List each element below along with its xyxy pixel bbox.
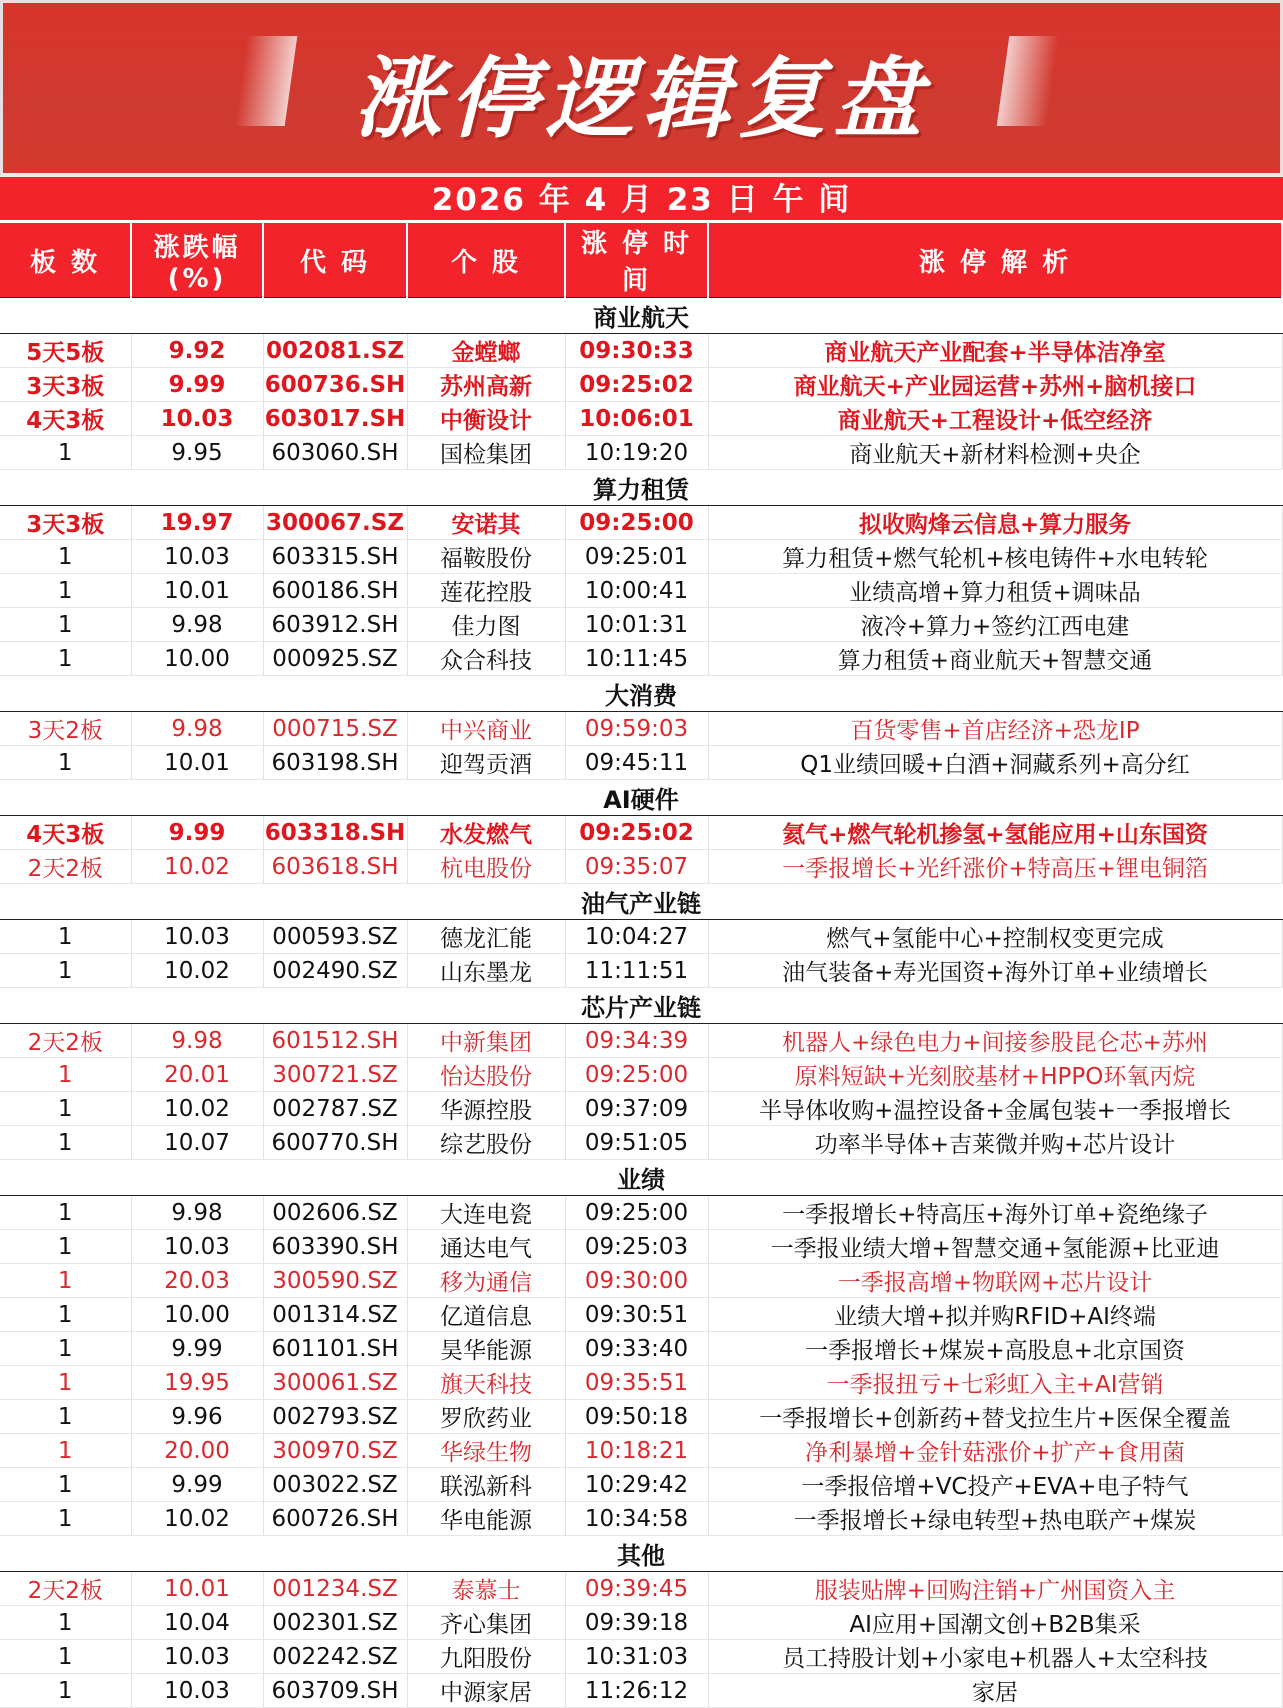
table-row	[0, 746, 1282, 780]
stock-name-cell: 华源控股	[407, 1092, 565, 1126]
stock-name-cell: 齐心集团	[407, 1606, 565, 1640]
section-row	[0, 884, 1282, 920]
header-row	[0, 223, 1282, 298]
date-bar: 2026 年 4 月 23 日 午 间	[0, 177, 1283, 223]
stock-name-cell: 九阳股份	[407, 1640, 565, 1674]
stock-code-cell: 603017.SH	[263, 402, 407, 436]
change-pct-cell: 10.01	[131, 746, 263, 780]
analysis-cell: 液冷+算力+签约江西电建	[708, 608, 1282, 642]
section-title: 业绩	[0, 1160, 1282, 1196]
stock-code-cell: 000715.SZ	[263, 712, 407, 746]
table-row	[0, 1332, 1282, 1366]
board-count-cell: 1	[0, 1640, 131, 1674]
header-code: 代 码	[263, 223, 407, 298]
board-count-cell: 1	[0, 1230, 131, 1264]
analysis-cell: 服装贴牌+回购注销+广州国资入主	[708, 1572, 1282, 1606]
analysis-cell: 商业航天产业配套+半导体洁净室	[708, 334, 1282, 368]
change-pct-cell: 9.92	[131, 334, 263, 368]
stock-name-cell: 旗天科技	[407, 1366, 565, 1400]
section-title: AI硬件	[0, 780, 1282, 816]
change-pct-cell: 10.01	[131, 574, 263, 608]
stock-code-cell: 603390.SH	[263, 1230, 407, 1264]
stock-code-cell: 000925.SZ	[263, 642, 407, 676]
stock-name-cell: 佳力图	[407, 608, 565, 642]
table-row	[0, 1024, 1282, 1058]
title-banner	[0, 0, 1283, 177]
board-count-cell: 1	[0, 574, 131, 608]
stock-name-cell: 杭电股份	[407, 850, 565, 884]
table-row	[0, 1640, 1282, 1674]
section-row	[0, 676, 1282, 712]
stock-code-cell: 002490.SZ	[263, 954, 407, 988]
stock-name-cell: 中源家居	[407, 1674, 565, 1708]
board-count-cell: 5天5板	[0, 334, 131, 368]
analysis-cell: 一季报增长+煤炭+高股息+北京国资	[708, 1332, 1282, 1366]
analysis-cell: AI应用+国潮文创+B2B集采	[708, 1606, 1282, 1640]
stock-name-cell: 泰慕士	[407, 1572, 565, 1606]
limit-time-cell: 10:01:31	[565, 608, 708, 642]
limit-time-cell: 09:35:51	[565, 1366, 708, 1400]
stock-code-cell: 300970.SZ	[263, 1434, 407, 1468]
section-title: 芯片产业链	[0, 988, 1282, 1024]
table-row	[0, 1572, 1282, 1606]
analysis-cell: 家居	[708, 1674, 1282, 1708]
table-row	[0, 1434, 1282, 1468]
board-count-cell: 1	[0, 1502, 131, 1536]
analysis-cell: 一季报高增+物联网+芯片设计	[708, 1264, 1282, 1298]
stock-name-cell: 大连电瓷	[407, 1196, 565, 1230]
stock-code-cell: 300067.SZ	[263, 506, 407, 540]
stock-code-cell: 603318.SH	[263, 816, 407, 850]
stock-code-cell: 000593.SZ	[263, 920, 407, 954]
board-count-cell: 1	[0, 1196, 131, 1230]
header-analysis: 涨 停 解 析	[708, 223, 1282, 298]
stock-code-cell: 603315.SH	[263, 540, 407, 574]
stock-code-cell: 603709.SH	[263, 1674, 407, 1708]
limit-time-cell: 10:31:03	[565, 1640, 708, 1674]
change-pct-cell: 10.03	[131, 1674, 263, 1708]
stock-name-cell: 联泓新科	[407, 1468, 565, 1502]
analysis-cell: Q1业绩回暖+白酒+洞藏系列+高分红	[708, 746, 1282, 780]
change-pct-cell: 9.96	[131, 1400, 263, 1434]
header-board-count: 板 数	[0, 223, 131, 298]
section-row	[0, 298, 1282, 334]
table-row	[0, 540, 1282, 574]
change-pct-cell: 10.02	[131, 850, 263, 884]
analysis-cell: 一季报增长+创新药+替戈拉生片+医保全覆盖	[708, 1400, 1282, 1434]
stock-code-cell: 603198.SH	[263, 746, 407, 780]
board-count-cell: 2天2板	[0, 1572, 131, 1606]
analysis-cell: 功率半导体+吉莱微并购+芯片设计	[708, 1126, 1282, 1160]
limit-time-cell: 09:50:18	[565, 1400, 708, 1434]
board-count-cell: 3天2板	[0, 712, 131, 746]
analysis-cell: 原料短缺+光刻胶基材+HPPO环氧丙烷	[708, 1058, 1282, 1092]
stock-code-cell: 600736.SH	[263, 368, 407, 402]
board-count-cell: 1	[0, 1434, 131, 1468]
analysis-cell: 一季报增长+绿电转型+热电联产+煤炭	[708, 1502, 1282, 1536]
table-row	[0, 1196, 1282, 1230]
change-pct-cell: 10.03	[131, 1230, 263, 1264]
analysis-cell: 商业航天+新材料检测+央企	[708, 436, 1282, 470]
limit-time-cell: 09:39:45	[565, 1572, 708, 1606]
board-count-cell: 1	[0, 746, 131, 780]
board-count-cell: 1	[0, 1332, 131, 1366]
change-pct-cell: 10.03	[131, 540, 263, 574]
limit-up-table	[0, 223, 1283, 1708]
stock-name-cell: 莲花控股	[407, 574, 565, 608]
section-title: 算力租赁	[0, 470, 1282, 506]
change-pct-cell: 20.03	[131, 1264, 263, 1298]
table-row	[0, 816, 1282, 850]
board-count-cell: 1	[0, 436, 131, 470]
table-row	[0, 1058, 1282, 1092]
section-title: 油气产业链	[0, 884, 1282, 920]
stock-name-cell: 亿道信息	[407, 1298, 565, 1332]
limit-time-cell: 09:39:18	[565, 1606, 708, 1640]
limit-time-cell: 09:37:09	[565, 1092, 708, 1126]
header-stock: 个 股	[407, 223, 565, 298]
board-count-cell: 4天3板	[0, 402, 131, 436]
table-row	[0, 436, 1282, 470]
limit-time-cell: 10:34:58	[565, 1502, 708, 1536]
board-count-cell: 1	[0, 1126, 131, 1160]
table-row	[0, 920, 1282, 954]
stock-code-cell: 300721.SZ	[263, 1058, 407, 1092]
board-count-cell: 1	[0, 954, 131, 988]
stock-name-cell: 中新集团	[407, 1024, 565, 1058]
change-pct-cell: 10.00	[131, 642, 263, 676]
change-pct-cell: 10.07	[131, 1126, 263, 1160]
board-count-cell: 1	[0, 1298, 131, 1332]
analysis-cell: 净利暴增+金针菇涨价+扩产+食用菌	[708, 1434, 1282, 1468]
section-row	[0, 1536, 1282, 1572]
stock-code-cell: 603618.SH	[263, 850, 407, 884]
board-count-cell: 1	[0, 920, 131, 954]
limit-time-cell: 09:34:39	[565, 1024, 708, 1058]
table-row	[0, 1230, 1282, 1264]
board-count-cell: 1	[0, 1606, 131, 1640]
stock-code-cell: 003022.SZ	[263, 1468, 407, 1502]
table-row	[0, 1502, 1282, 1536]
change-pct-cell: 10.02	[131, 1092, 263, 1126]
limit-time-cell: 09:33:40	[565, 1332, 708, 1366]
header-change-pct: 涨跌幅(%)	[131, 223, 263, 298]
stock-code-cell: 300061.SZ	[263, 1366, 407, 1400]
stock-name-cell: 综艺股份	[407, 1126, 565, 1160]
stock-name-cell: 国检集团	[407, 436, 565, 470]
analysis-cell: 机器人+绿色电力+间接参股昆仑芯+苏州	[708, 1024, 1282, 1058]
table-row	[0, 1366, 1282, 1400]
section-title: 大消费	[0, 676, 1282, 712]
change-pct-cell: 10.03	[131, 920, 263, 954]
analysis-cell: 燃气+氢能中心+控制权变更完成	[708, 920, 1282, 954]
table-row	[0, 1468, 1282, 1502]
stock-name-cell: 中衡设计	[407, 402, 565, 436]
limit-time-cell: 09:25:00	[565, 1196, 708, 1230]
analysis-cell: 算力租赁+商业航天+智慧交通	[708, 642, 1282, 676]
table-row	[0, 334, 1282, 368]
change-pct-cell: 20.01	[131, 1058, 263, 1092]
stock-name-cell: 罗欣药业	[407, 1400, 565, 1434]
change-pct-cell: 10.03	[131, 1640, 263, 1674]
change-pct-cell: 9.99	[131, 368, 263, 402]
board-count-cell: 3天3板	[0, 506, 131, 540]
analysis-cell: 业绩大增+拟并购RFID+AI终端	[708, 1298, 1282, 1332]
table-row	[0, 850, 1282, 884]
stock-code-cell: 300590.SZ	[263, 1264, 407, 1298]
analysis-cell: 业绩高增+算力租赁+调味品	[708, 574, 1282, 608]
section-row	[0, 470, 1282, 506]
section-row	[0, 780, 1282, 816]
table-row	[0, 1400, 1282, 1434]
limit-time-cell: 09:45:11	[565, 746, 708, 780]
limit-time-cell: 10:04:27	[565, 920, 708, 954]
table-row	[0, 1092, 1282, 1126]
analysis-cell: 一季报增长+特高压+海外订单+瓷绝缘子	[708, 1196, 1282, 1230]
change-pct-cell: 9.98	[131, 1196, 263, 1230]
stock-code-cell: 600186.SH	[263, 574, 407, 608]
board-count-cell: 1	[0, 642, 131, 676]
change-pct-cell: 10.03	[131, 402, 263, 436]
table-row	[0, 1126, 1282, 1160]
stock-code-cell: 002081.SZ	[263, 334, 407, 368]
table-row	[0, 954, 1282, 988]
limit-time-cell: 09:25:03	[565, 1230, 708, 1264]
change-pct-cell: 9.98	[131, 712, 263, 746]
stock-name-cell: 众合科技	[407, 642, 565, 676]
stock-code-cell: 600726.SH	[263, 1502, 407, 1536]
analysis-cell: 算力租赁+燃气轮机+核电铸件+水电转轮	[708, 540, 1282, 574]
limit-time-cell: 09:25:00	[565, 506, 708, 540]
limit-time-cell: 09:25:01	[565, 540, 708, 574]
stock-code-cell: 603060.SH	[263, 436, 407, 470]
stock-name-cell: 安诺其	[407, 506, 565, 540]
board-count-cell: 1	[0, 1674, 131, 1708]
section-row	[0, 988, 1282, 1024]
limit-time-cell: 09:51:05	[565, 1126, 708, 1160]
board-count-cell: 3天3板	[0, 368, 131, 402]
limit-time-cell: 09:35:07	[565, 850, 708, 884]
stock-name-cell: 山东墨龙	[407, 954, 565, 988]
limit-time-cell: 10:06:01	[565, 402, 708, 436]
stock-code-cell: 002793.SZ	[263, 1400, 407, 1434]
change-pct-cell: 9.99	[131, 1332, 263, 1366]
stock-code-cell: 001234.SZ	[263, 1572, 407, 1606]
change-pct-cell: 9.99	[131, 1468, 263, 1502]
stock-name-cell: 金螳螂	[407, 334, 565, 368]
board-count-cell: 1	[0, 1058, 131, 1092]
table-row	[0, 712, 1282, 746]
stock-code-cell: 002242.SZ	[263, 1640, 407, 1674]
stock-code-cell: 002606.SZ	[263, 1196, 407, 1230]
limit-time-cell: 10:19:20	[565, 436, 708, 470]
board-count-cell: 1	[0, 540, 131, 574]
stock-code-cell: 603912.SH	[263, 608, 407, 642]
board-count-cell: 1	[0, 1400, 131, 1434]
board-count-cell: 4天3板	[0, 816, 131, 850]
analysis-cell: 商业航天+工程设计+低空经济	[708, 402, 1282, 436]
stock-code-cell: 002787.SZ	[263, 1092, 407, 1126]
limit-time-cell: 10:00:41	[565, 574, 708, 608]
board-count-cell: 1	[0, 1264, 131, 1298]
table-row	[0, 1674, 1282, 1708]
stock-code-cell: 002301.SZ	[263, 1606, 407, 1640]
limit-time-cell: 09:30:33	[565, 334, 708, 368]
table-row	[0, 402, 1282, 436]
board-count-cell: 1	[0, 1468, 131, 1502]
section-row	[0, 1160, 1282, 1196]
change-pct-cell: 9.99	[131, 816, 263, 850]
stock-code-cell: 600770.SH	[263, 1126, 407, 1160]
limit-time-cell: 10:11:45	[565, 642, 708, 676]
stock-code-cell: 601101.SH	[263, 1332, 407, 1366]
section-title: 其他	[0, 1536, 1282, 1572]
analysis-cell: 一季报增长+光纤涨价+特高压+锂电铜箔	[708, 850, 1282, 884]
board-count-cell: 2天2板	[0, 850, 131, 884]
change-pct-cell: 9.98	[131, 608, 263, 642]
table-row	[0, 1264, 1282, 1298]
analysis-cell: 一季报业绩大增+智慧交通+氢能源+比亚迪	[708, 1230, 1282, 1264]
board-count-cell: 1	[0, 1366, 131, 1400]
limit-time-cell: 09:25:00	[565, 1058, 708, 1092]
stock-name-cell: 移为通信	[407, 1264, 565, 1298]
board-count-cell: 2天2板	[0, 1024, 131, 1058]
stock-name-cell: 华绿生物	[407, 1434, 565, 1468]
table-row	[0, 642, 1282, 676]
analysis-cell: 员工持股计划+小家电+机器人+太空科技	[708, 1640, 1282, 1674]
limit-time-cell: 09:25:02	[565, 816, 708, 850]
analysis-cell: 氦气+燃气轮机掺氢+氢能应用+山东国资	[708, 816, 1282, 850]
limit-time-cell: 09:59:03	[565, 712, 708, 746]
stock-code-cell: 601512.SH	[263, 1024, 407, 1058]
section-title: 商业航天	[0, 298, 1282, 334]
table-row	[0, 368, 1282, 402]
analysis-cell: 油气装备+寿光国资+海外订单+业绩增长	[708, 954, 1282, 988]
change-pct-cell: 19.95	[131, 1366, 263, 1400]
limit-time-cell: 09:30:00	[565, 1264, 708, 1298]
table-row	[0, 506, 1282, 540]
limit-time-cell: 10:18:21	[565, 1434, 708, 1468]
analysis-cell: 商业航天+产业园运营+苏州+脑机接口	[708, 368, 1282, 402]
limit-time-cell: 09:25:02	[565, 368, 708, 402]
stock-name-cell: 昊华能源	[407, 1332, 565, 1366]
stock-name-cell: 通达电气	[407, 1230, 565, 1264]
stock-name-cell: 怡达股份	[407, 1058, 565, 1092]
board-count-cell: 1	[0, 1092, 131, 1126]
limit-time-cell: 11:11:51	[565, 954, 708, 988]
board-count-cell: 1	[0, 608, 131, 642]
stock-name-cell: 水发燃气	[407, 816, 565, 850]
analysis-cell: 一季报倍增+VC投产+EVA+电子特气	[708, 1468, 1282, 1502]
limit-time-cell: 10:29:42	[565, 1468, 708, 1502]
change-pct-cell: 10.01	[131, 1572, 263, 1606]
page-title: 涨停逻辑复盘	[353, 47, 930, 150]
analysis-cell: 拟收购烽云信息+算力服务	[708, 506, 1282, 540]
stock-name-cell: 迎驾贡酒	[407, 746, 565, 780]
change-pct-cell: 10.00	[131, 1298, 263, 1332]
change-pct-cell: 9.95	[131, 436, 263, 470]
change-pct-cell: 9.98	[131, 1024, 263, 1058]
table-row	[0, 1298, 1282, 1332]
change-pct-cell: 19.97	[131, 506, 263, 540]
limit-time-cell: 11:26:12	[565, 1674, 708, 1708]
change-pct-cell: 10.02	[131, 1502, 263, 1536]
stock-name-cell: 福鞍股份	[407, 540, 565, 574]
stock-name-cell: 德龙汇能	[407, 920, 565, 954]
table-row	[0, 1606, 1282, 1640]
analysis-cell: 半导体收购+温控设备+金属包装+一季报增长	[708, 1092, 1282, 1126]
table-row	[0, 608, 1282, 642]
header-limit-time: 涨 停 时 间	[565, 223, 708, 298]
analysis-cell: 一季报扭亏+七彩虹入主+AI营销	[708, 1366, 1282, 1400]
analysis-cell: 百货零售+首店经济+恐龙IP	[708, 712, 1282, 746]
change-pct-cell: 10.02	[131, 954, 263, 988]
stock-name-cell: 华电能源	[407, 1502, 565, 1536]
stock-code-cell: 001314.SZ	[263, 1298, 407, 1332]
table-row	[0, 574, 1282, 608]
limit-time-cell: 09:30:51	[565, 1298, 708, 1332]
stock-name-cell: 苏州高新	[407, 368, 565, 402]
stock-name-cell: 中兴商业	[407, 712, 565, 746]
change-pct-cell: 10.04	[131, 1606, 263, 1640]
change-pct-cell: 20.00	[131, 1434, 263, 1468]
